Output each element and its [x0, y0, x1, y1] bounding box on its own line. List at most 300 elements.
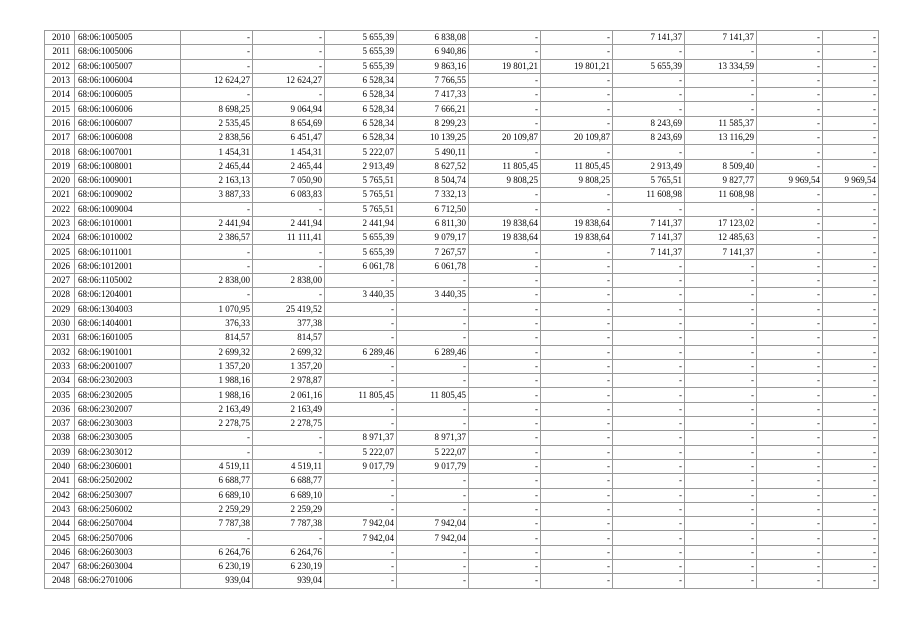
value-cell: 7 417,33: [397, 88, 469, 102]
value-cell: 6 528,34: [325, 88, 397, 102]
value-cell: -: [757, 345, 823, 359]
cadastral-number-cell: 68:06:2302007: [75, 402, 181, 416]
value-cell: -: [757, 231, 823, 245]
cadastral-number-cell: 68:06:1006004: [75, 73, 181, 87]
value-cell: -: [397, 488, 469, 502]
value-cell: -: [685, 474, 757, 488]
cadastral-number-cell: 68:06:1012001: [75, 259, 181, 273]
value-cell: -: [469, 488, 541, 502]
spreadsheet-page: [44, 30, 878, 589]
cadastral-number-cell: 68:06:2506002: [75, 502, 181, 516]
row-number-cell: 2012: [45, 59, 75, 73]
value-cell: 7 141,37: [685, 31, 757, 45]
value-cell: -: [823, 73, 879, 87]
row-number-cell: 2027: [45, 274, 75, 288]
cadastral-number-cell: 68:06:1006007: [75, 116, 181, 130]
value-cell: -: [823, 216, 879, 230]
table-row: [45, 474, 879, 488]
table-row: [45, 402, 879, 416]
value-cell: -: [541, 502, 613, 516]
value-cell: -: [613, 331, 685, 345]
cadastral-number-cell: 68:06:1010002: [75, 231, 181, 245]
cadastral-value-table: [44, 30, 879, 589]
cadastral-number-cell: 68:06:2302005: [75, 388, 181, 402]
value-cell: -: [823, 159, 879, 173]
value-cell: -: [823, 502, 879, 516]
value-cell: 8 654,69: [253, 116, 325, 130]
table-row: [45, 445, 879, 459]
cadastral-number-cell: 68:06:1011001: [75, 245, 181, 259]
value-cell: -: [757, 31, 823, 45]
value-cell: -: [397, 316, 469, 330]
value-cell: 9 017,79: [325, 459, 397, 473]
cadastral-number-cell: 68:06:1006006: [75, 102, 181, 116]
value-cell: -: [613, 302, 685, 316]
row-number-cell: 2037: [45, 417, 75, 431]
value-cell: 3 887,33: [181, 188, 253, 202]
value-cell: -: [823, 245, 879, 259]
value-cell: -: [253, 59, 325, 73]
value-cell: -: [541, 302, 613, 316]
value-cell: -: [613, 402, 685, 416]
value-cell: 7 942,04: [397, 517, 469, 531]
value-cell: 9 969,54: [757, 173, 823, 187]
value-cell: -: [181, 445, 253, 459]
row-number-cell: 2024: [45, 231, 75, 245]
table-row: [45, 274, 879, 288]
value-cell: -: [613, 202, 685, 216]
value-cell: -: [685, 445, 757, 459]
value-cell: -: [541, 359, 613, 373]
value-cell: -: [181, 259, 253, 273]
value-cell: 20 109,87: [469, 131, 541, 145]
row-number-cell: 2028: [45, 288, 75, 302]
value-cell: -: [757, 73, 823, 87]
value-cell: -: [469, 259, 541, 273]
value-cell: 5 222,07: [325, 445, 397, 459]
value-cell: -: [757, 316, 823, 330]
value-cell: 2 259,29: [181, 502, 253, 516]
cadastral-number-cell: 68:06:1005005: [75, 31, 181, 45]
value-cell: -: [469, 388, 541, 402]
value-cell: -: [685, 302, 757, 316]
value-cell: 2 913,49: [613, 159, 685, 173]
value-cell: 6 689,10: [181, 488, 253, 502]
value-cell: 5 655,39: [325, 59, 397, 73]
value-cell: 12 624,27: [253, 73, 325, 87]
value-cell: -: [613, 145, 685, 159]
value-cell: 1 454,31: [181, 145, 253, 159]
value-cell: -: [541, 331, 613, 345]
cadastral-number-cell: 68:06:2603004: [75, 559, 181, 573]
value-cell: 2 699,32: [181, 345, 253, 359]
value-cell: -: [469, 274, 541, 288]
value-cell: 19 838,64: [541, 216, 613, 230]
value-cell: 2 838,00: [181, 274, 253, 288]
value-cell: 5 765,51: [325, 173, 397, 187]
value-cell: 6 712,50: [397, 202, 469, 216]
value-cell: -: [757, 59, 823, 73]
table-row: [45, 502, 879, 516]
value-cell: 6 264,76: [253, 545, 325, 559]
value-cell: -: [685, 202, 757, 216]
table-row: [45, 188, 879, 202]
value-cell: 11 805,45: [325, 388, 397, 402]
value-cell: -: [823, 331, 879, 345]
value-cell: 13 116,29: [685, 131, 757, 145]
value-cell: 3 440,35: [325, 288, 397, 302]
value-cell: -: [397, 359, 469, 373]
row-number-cell: 2033: [45, 359, 75, 373]
cadastral-number-cell: 68:06:1009004: [75, 202, 181, 216]
value-cell: -: [757, 388, 823, 402]
value-cell: -: [325, 402, 397, 416]
value-cell: -: [823, 259, 879, 273]
value-cell: -: [757, 474, 823, 488]
value-cell: 19 801,21: [541, 59, 613, 73]
cadastral-number-cell: 68:06:2302003: [75, 374, 181, 388]
row-number-cell: 2038: [45, 431, 75, 445]
row-number-cell: 2021: [45, 188, 75, 202]
value-cell: -: [469, 374, 541, 388]
value-cell: 19 838,64: [541, 231, 613, 245]
row-number-cell: 2048: [45, 574, 75, 588]
value-cell: 7 141,37: [613, 231, 685, 245]
value-cell: 2 278,75: [181, 417, 253, 431]
row-number-cell: 2044: [45, 517, 75, 531]
value-cell: -: [823, 517, 879, 531]
table-row: [45, 159, 879, 173]
value-cell: -: [397, 274, 469, 288]
value-cell: 6 838,08: [397, 31, 469, 45]
value-cell: -: [325, 574, 397, 588]
value-cell: 17 123,02: [685, 216, 757, 230]
row-number-cell: 2032: [45, 345, 75, 359]
cadastral-number-cell: 68:06:1006005: [75, 88, 181, 102]
table-row: [45, 131, 879, 145]
value-cell: 6 061,78: [325, 259, 397, 273]
value-cell: -: [541, 388, 613, 402]
value-cell: 8 243,69: [613, 116, 685, 130]
value-cell: -: [823, 145, 879, 159]
table-row: [45, 145, 879, 159]
value-cell: -: [397, 474, 469, 488]
table-row: [45, 231, 879, 245]
value-cell: -: [541, 31, 613, 45]
cadastral-number-cell: 68:06:2502002: [75, 474, 181, 488]
cadastral-number-cell: 68:06:2603003: [75, 545, 181, 559]
value-cell: -: [397, 502, 469, 516]
value-cell: -: [253, 245, 325, 259]
value-cell: -: [253, 431, 325, 445]
table-body: [45, 31, 879, 589]
value-cell: -: [823, 459, 879, 473]
table-row: [45, 59, 879, 73]
value-cell: -: [325, 331, 397, 345]
value-cell: 7 766,55: [397, 73, 469, 87]
value-cell: -: [397, 374, 469, 388]
value-cell: -: [253, 531, 325, 545]
value-cell: -: [823, 545, 879, 559]
table-row: [45, 116, 879, 130]
value-cell: -: [541, 474, 613, 488]
value-cell: -: [823, 345, 879, 359]
value-cell: 11 585,37: [685, 116, 757, 130]
value-cell: -: [469, 145, 541, 159]
value-cell: -: [685, 417, 757, 431]
value-cell: 6 811,30: [397, 216, 469, 230]
value-cell: -: [541, 73, 613, 87]
value-cell: -: [325, 559, 397, 573]
value-cell: -: [757, 116, 823, 130]
value-cell: 6 061,78: [397, 259, 469, 273]
cadastral-number-cell: 68:06:2306001: [75, 459, 181, 473]
value-cell: 3 440,35: [397, 288, 469, 302]
value-cell: -: [757, 531, 823, 545]
value-cell: 11 805,45: [397, 388, 469, 402]
value-cell: -: [685, 102, 757, 116]
value-cell: -: [823, 59, 879, 73]
value-cell: 7 787,38: [181, 517, 253, 531]
value-cell: -: [469, 202, 541, 216]
value-cell: -: [469, 316, 541, 330]
value-cell: -: [757, 45, 823, 59]
value-cell: -: [325, 417, 397, 431]
value-cell: -: [181, 202, 253, 216]
value-cell: -: [541, 288, 613, 302]
value-cell: 2 535,45: [181, 116, 253, 130]
value-cell: -: [613, 445, 685, 459]
value-cell: 2 163,49: [253, 402, 325, 416]
value-cell: -: [253, 288, 325, 302]
value-cell: -: [757, 288, 823, 302]
value-cell: -: [397, 417, 469, 431]
value-cell: -: [325, 488, 397, 502]
value-cell: -: [757, 374, 823, 388]
value-cell: -: [541, 374, 613, 388]
cadastral-number-cell: 68:06:2701006: [75, 574, 181, 588]
row-number-cell: 2026: [45, 259, 75, 273]
value-cell: 19 801,21: [469, 59, 541, 73]
row-number-cell: 2042: [45, 488, 75, 502]
value-cell: -: [541, 245, 613, 259]
value-cell: -: [469, 302, 541, 316]
value-cell: -: [541, 417, 613, 431]
value-cell: -: [823, 402, 879, 416]
table-row: [45, 488, 879, 502]
value-cell: 4 519,11: [181, 459, 253, 473]
value-cell: -: [823, 45, 879, 59]
value-cell: -: [685, 45, 757, 59]
value-cell: -: [397, 331, 469, 345]
value-cell: 7 942,04: [325, 517, 397, 531]
value-cell: 8 299,23: [397, 116, 469, 130]
value-cell: -: [757, 245, 823, 259]
value-cell: 11 608,98: [685, 188, 757, 202]
value-cell: -: [397, 559, 469, 573]
value-cell: -: [757, 302, 823, 316]
value-cell: 2 441,94: [181, 216, 253, 230]
value-cell: -: [613, 345, 685, 359]
value-cell: 7 141,37: [613, 216, 685, 230]
row-number-cell: 2017: [45, 131, 75, 145]
row-number-cell: 2040: [45, 459, 75, 473]
value-cell: 8 504,74: [397, 173, 469, 187]
value-cell: -: [541, 188, 613, 202]
value-cell: 2 163,49: [181, 402, 253, 416]
table-row: [45, 316, 879, 330]
value-cell: 8 971,37: [397, 431, 469, 445]
value-cell: -: [613, 102, 685, 116]
value-cell: 11 805,45: [469, 159, 541, 173]
value-cell: -: [757, 459, 823, 473]
value-cell: 2 838,00: [253, 274, 325, 288]
value-cell: -: [823, 274, 879, 288]
value-cell: -: [757, 259, 823, 273]
value-cell: -: [823, 231, 879, 245]
row-number-cell: 2043: [45, 502, 75, 516]
cadastral-number-cell: 68:06:2303012: [75, 445, 181, 459]
value-cell: 7 942,04: [397, 531, 469, 545]
value-cell: 6 289,46: [397, 345, 469, 359]
row-number-cell: 2039: [45, 445, 75, 459]
row-number-cell: 2022: [45, 202, 75, 216]
value-cell: 6 528,34: [325, 102, 397, 116]
value-cell: -: [469, 45, 541, 59]
cadastral-number-cell: 68:06:2507004: [75, 517, 181, 531]
value-cell: -: [469, 102, 541, 116]
value-cell: -: [325, 302, 397, 316]
value-cell: -: [397, 402, 469, 416]
value-cell: 6 264,76: [181, 545, 253, 559]
value-cell: 5 765,51: [325, 202, 397, 216]
row-number-cell: 2010: [45, 31, 75, 45]
value-cell: -: [685, 502, 757, 516]
cadastral-number-cell: 68:06:1404001: [75, 316, 181, 330]
table-row: [45, 345, 879, 359]
value-cell: -: [541, 402, 613, 416]
value-cell: 2 386,57: [181, 231, 253, 245]
value-cell: -: [469, 359, 541, 373]
row-number-cell: 2011: [45, 45, 75, 59]
value-cell: -: [541, 259, 613, 273]
value-cell: 2 061,16: [253, 388, 325, 402]
value-cell: 7 787,38: [253, 517, 325, 531]
value-cell: -: [181, 59, 253, 73]
table-row: [45, 173, 879, 187]
value-cell: 9 808,25: [541, 173, 613, 187]
value-cell: -: [541, 116, 613, 130]
value-cell: -: [757, 431, 823, 445]
value-cell: -: [685, 574, 757, 588]
value-cell: -: [613, 459, 685, 473]
value-cell: 11 608,98: [613, 188, 685, 202]
row-number-cell: 2018: [45, 145, 75, 159]
value-cell: -: [685, 531, 757, 545]
value-cell: 9 017,79: [397, 459, 469, 473]
value-cell: 5 655,39: [325, 231, 397, 245]
value-cell: -: [613, 545, 685, 559]
value-cell: -: [757, 545, 823, 559]
value-cell: -: [613, 474, 685, 488]
value-cell: -: [613, 45, 685, 59]
value-cell: 11 111,41: [253, 231, 325, 245]
row-number-cell: 2046: [45, 545, 75, 559]
value-cell: -: [469, 517, 541, 531]
value-cell: -: [469, 345, 541, 359]
value-cell: -: [685, 331, 757, 345]
value-cell: -: [685, 559, 757, 573]
cadastral-number-cell: 68:06:1204001: [75, 288, 181, 302]
value-cell: 6 940,86: [397, 45, 469, 59]
value-cell: -: [685, 288, 757, 302]
value-cell: 1 070,95: [181, 302, 253, 316]
value-cell: -: [613, 417, 685, 431]
value-cell: -: [685, 345, 757, 359]
value-cell: 6 451,47: [253, 131, 325, 145]
value-cell: -: [181, 288, 253, 302]
table-row: [45, 388, 879, 402]
value-cell: -: [823, 31, 879, 45]
value-cell: 9 969,54: [823, 173, 879, 187]
value-cell: -: [469, 116, 541, 130]
value-cell: 6 528,34: [325, 131, 397, 145]
value-cell: -: [823, 417, 879, 431]
table-row: [45, 102, 879, 116]
value-cell: -: [541, 545, 613, 559]
value-cell: -: [613, 259, 685, 273]
value-cell: -: [469, 88, 541, 102]
table-row: [45, 374, 879, 388]
value-cell: 13 334,59: [685, 59, 757, 73]
value-cell: -: [757, 188, 823, 202]
value-cell: 814,57: [253, 331, 325, 345]
table-row: [45, 31, 879, 45]
value-cell: -: [685, 316, 757, 330]
value-cell: 9 808,25: [469, 173, 541, 187]
value-cell: -: [613, 73, 685, 87]
value-cell: -: [823, 188, 879, 202]
value-cell: -: [613, 88, 685, 102]
row-number-cell: 2030: [45, 316, 75, 330]
table-row: [45, 288, 879, 302]
value-cell: -: [469, 73, 541, 87]
value-cell: 2 913,49: [325, 159, 397, 173]
value-cell: 1 357,20: [253, 359, 325, 373]
cadastral-number-cell: 68:06:1009001: [75, 173, 181, 187]
value-cell: -: [823, 288, 879, 302]
value-cell: 6 230,19: [253, 559, 325, 573]
value-cell: 7 332,13: [397, 188, 469, 202]
value-cell: 939,04: [253, 574, 325, 588]
value-cell: 939,04: [181, 574, 253, 588]
value-cell: -: [823, 574, 879, 588]
value-cell: 12 485,63: [685, 231, 757, 245]
value-cell: -: [685, 431, 757, 445]
value-cell: 8 971,37: [325, 431, 397, 445]
value-cell: -: [469, 331, 541, 345]
value-cell: -: [541, 145, 613, 159]
value-cell: -: [325, 545, 397, 559]
table-row: [45, 73, 879, 87]
value-cell: 19 838,64: [469, 216, 541, 230]
cadastral-number-cell: 68:06:2303005: [75, 431, 181, 445]
row-number-cell: 2034: [45, 374, 75, 388]
value-cell: -: [823, 474, 879, 488]
value-cell: -: [685, 274, 757, 288]
value-cell: 6 688,77: [181, 474, 253, 488]
value-cell: 25 419,52: [253, 302, 325, 316]
